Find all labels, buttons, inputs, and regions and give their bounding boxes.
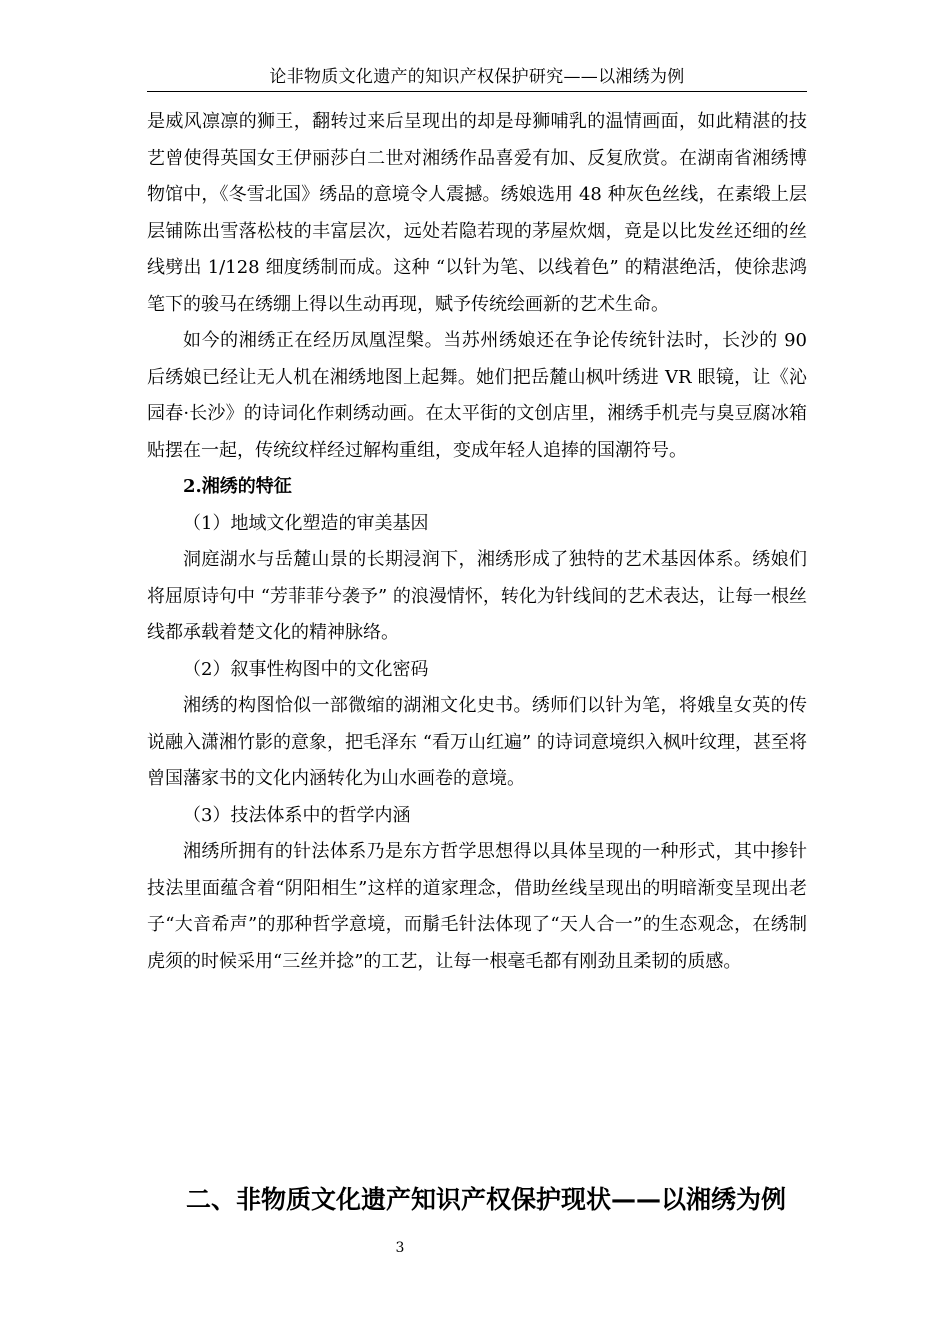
document-body [147, 104, 807, 980]
running-header-title: 论非物质文化遗产的知识产权保护研究——以湘绣为例 [269, 67, 685, 87]
subsection-1-text: 洞庭湖水与岳麓山景的长期浸润下，湘绣形成了独特的艺术基因体系。绣娘们将屈原诗句中 “芳菲菲兮袭予” 的浪漫情怀，转化为针线间的艺术表达，让每一根丝线都承载着楚文化的精神脉络。 [147, 549, 807, 643]
subsection-2-title: （2）叙事性构图中的文化密码 [183, 658, 429, 680]
section-heading: 2.湘绣的特征 [183, 476, 292, 497]
body-paragraph-1: 是威风凛凛的狮王，翻转过来后呈现出的却是母狮哺乳的温情画面，如此精湛的技艺曾使得英国女王伊丽莎白二世对湘绣作品喜爱有加、反复欣赏。在湖南省湘绣博物馆中，《冬雪北国》绣品的意境令人震撼。绣娘选用 48 种灰色丝线，在素缎上层层铺陈出雪落松枝的丰富层次，远处若隐若现的茅屋炊烟，竟是以比发丝还细的丝线劈出 1/128 细度绣制而成。这种 “以针为笔、以线着色” 的精湛绝活，使徐悲鸿笔下的骏马在绣绷上得以生动再现，赋予传统绘画新的艺术生命。 [147, 111, 807, 315]
page-number: 3 [395, 1240, 405, 1256]
subsection-1-title: （1）地域文化塑造的审美基因 [183, 512, 429, 534]
chapter-heading: 二、非物质文化遗产知识产权保护现状——以湘绣为例 [186, 1185, 787, 1214]
header-divider [147, 91, 807, 92]
subsection-3-text: 湘绣所拥有的针法体系乃是东方哲学思想得以具体呈现的一种形式，其中掺针技法里面蕴含着“阴阳相生”这样的道家理念，借助丝线呈现出的明暗渐变呈现出老子“大音希声”的那种哲学意境，而鬅毛针法体现了“天人合一”的生态观念，在绣制虎须的时候采用“三丝并捻”的工艺，让每一根毫毛都有刚劲且柔韧的质感。 [147, 841, 807, 972]
body-paragraph-2: 如今的湘绣正在经历凤凰涅槃。当苏州绣娘还在争论传统针法时，长沙的 90 后绣娘已经让无人机在湘绣地图上起舞。她们把岳麓山枫叶绣进 VR 眼镜，让《沁园春·长沙》的诗词化作刺绣动画。在太平街的文创店里，湘绣手机壳与臭豆腐冰箱贴摆在一起，传统纹样经过解构重组，变成年轻人追捧的国潮符号。 [147, 330, 807, 461]
subsection-3-title: （3）技法体系中的哲学内涵 [183, 804, 411, 826]
subsection-2-text: 湘绣的构图恰似一部微缩的湖湘文化史书。绣师们以针为笔，将娥皇女英的传说融入潇湘竹影的意象，把毛泽东 “看万山红遍” 的诗词意境织入枫叶纹理，甚至将曾国藩家书的文化内涵转化为山水画卷的意境。 [147, 695, 807, 789]
